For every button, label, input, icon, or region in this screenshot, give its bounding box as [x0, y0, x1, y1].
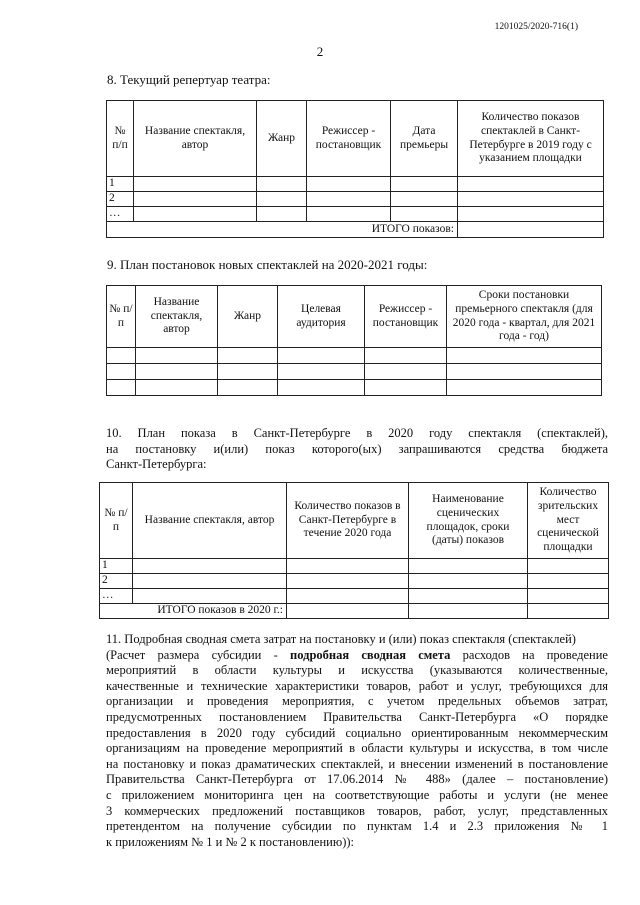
bold-phrase: подробная сводная смета — [290, 647, 451, 662]
total-value — [458, 222, 604, 238]
table-cell — [447, 348, 602, 364]
table-row — [107, 380, 602, 396]
table-cell — [447, 380, 602, 396]
table-cell — [447, 364, 602, 380]
current-repertoire-table — [106, 100, 604, 238]
document-number: 1201025/2020-716(1) — [494, 22, 578, 32]
paragraph-line: 3 коммерческих предложений поставщиков товаров, работ, услуг, представленных — [106, 803, 608, 818]
performance-plan-table — [99, 482, 609, 619]
table-cell — [287, 589, 409, 604]
table-cell: 1 — [107, 177, 134, 192]
table-cell: 2 — [107, 192, 134, 207]
table-cell — [365, 364, 447, 380]
table-cell — [391, 207, 458, 222]
table-row — [107, 364, 602, 380]
total-row — [100, 604, 609, 619]
table-cell — [287, 559, 409, 574]
table-cell: … — [100, 589, 133, 604]
header-cell: Количество зрительских мест сценической площадки — [528, 483, 609, 559]
table-cell — [134, 177, 257, 192]
header-cell: № п/п — [107, 286, 136, 348]
table-cell — [528, 589, 609, 604]
table-cell — [134, 207, 257, 222]
table-row — [107, 348, 602, 364]
table-row — [107, 192, 604, 207]
header-cell: Режиссер - постановщик — [307, 101, 391, 177]
table-cell: 1 — [100, 559, 133, 574]
paragraph-line: Правительства Санкт-Петербурга от 17.06.2014 № 488» (далее – постановление) — [106, 772, 608, 787]
section-8-heading: 8. Текущий репертуар театра: — [107, 72, 271, 87]
paragraph-line: претендентом на получение субсидии по пунктам 1.4 и 2.3 приложения № 1 — [106, 819, 608, 834]
page-number: 2 — [316, 44, 324, 59]
table-cell — [528, 604, 609, 619]
table-cell — [107, 348, 136, 364]
table-cell — [133, 589, 287, 604]
header-cell: Дата премьеры — [391, 101, 458, 177]
paragraph-line: с приложением мониторинга цен на соответствующие работы и услуги (не менее — [106, 787, 608, 802]
table-cell — [391, 177, 458, 192]
table-cell — [458, 177, 604, 192]
table-cell — [218, 364, 278, 380]
header-cell: Жанр — [218, 286, 278, 348]
table-cell — [257, 192, 307, 207]
table-cell — [218, 380, 278, 396]
table-cell — [257, 207, 307, 222]
paragraph-line: организации и проведения мероприятия, с учетом предельных объемов затрат, — [106, 694, 608, 709]
paragraph-line: организациям на проведение мероприятий в области культуры и искусства, в том числе — [106, 741, 608, 756]
header-cell: Наименование сценических площадок, сроки (даты) показов — [409, 483, 528, 559]
line-start: (Расчет размера субсидии - — [106, 647, 291, 662]
table-cell — [307, 192, 391, 207]
table-cell — [218, 348, 278, 364]
table-row — [107, 177, 604, 192]
header-cell: Количество показов в Санкт-Петербурге в течение 2020 года — [287, 483, 409, 559]
total-label: ИТОГО показов: — [107, 222, 458, 238]
total-row — [107, 222, 604, 238]
table-cell — [307, 177, 391, 192]
table-cell — [365, 380, 447, 396]
total-value — [287, 604, 409, 619]
paragraph-line: предоставления в 2020 году субсидий социально ориентированным некоммерческим — [106, 725, 608, 740]
table-row — [100, 574, 609, 589]
table-row — [100, 589, 609, 604]
heading-line: 10. План показа в Санкт-Петербурге в 2020 году спектакля (спектаклей), — [106, 426, 608, 440]
paragraph-line: мероприятий в области культуры и искусства (указываются количественные, — [106, 663, 608, 678]
table-cell — [365, 348, 447, 364]
table-cell: 2 — [100, 574, 133, 589]
header-cell: Название спектакля, автор — [134, 101, 257, 177]
header-cell: Сроки постановки премьерного спектакля (для 2020 года - квартал, для 2021 года - год) — [447, 286, 602, 348]
heading-line: Санкт-Петербурга: — [106, 457, 207, 472]
table-row — [100, 559, 609, 574]
paragraph-line: к приложениям № 1 и № 2 к постановлению)): — [106, 834, 354, 849]
total-label: ИТОГО показов в 2020 г.: — [100, 604, 287, 619]
paragraph-line: предусмотренных постановлением Правительства Санкт-Петербурга «О порядке — [106, 709, 608, 724]
table-cell — [257, 177, 307, 192]
table-row — [107, 207, 604, 222]
section-10-heading — [106, 426, 608, 473]
table-cell — [409, 589, 528, 604]
table-cell — [391, 192, 458, 207]
new-productions-table — [106, 285, 602, 396]
heading-line: на постановку и(или) показ которого(ых) запрашиваются средства бюджета — [106, 441, 608, 456]
header-cell: Количество показов спектаклей в Санкт- Петербурге в 2019 году с указанием площадки — [458, 101, 604, 177]
table-cell — [409, 559, 528, 574]
table-cell — [528, 559, 609, 574]
header-cell: Режиссер - постановщик — [365, 286, 447, 348]
table-cell — [307, 207, 391, 222]
header-cell: № п/п — [100, 483, 133, 559]
line-end: расходов на проведение — [450, 647, 608, 662]
table-cell — [278, 348, 365, 364]
table-cell — [409, 604, 528, 619]
table-cell: … — [107, 207, 134, 222]
table-cell — [136, 348, 218, 364]
header-cell: Название спектакля, автор — [133, 483, 287, 559]
table-cell — [133, 574, 287, 589]
section-9-heading: 9. План постановок новых спектаклей на 2020-2021 годы: — [107, 257, 428, 272]
table-cell — [287, 574, 409, 589]
header-cell: № п/п — [107, 101, 134, 177]
table-cell — [107, 380, 136, 396]
table-cell — [278, 380, 365, 396]
section-11-paragraph — [106, 632, 608, 850]
header-cell: Целевая аудитория — [278, 286, 365, 348]
table-cell — [458, 207, 604, 222]
table-cell — [133, 559, 287, 574]
paragraph-line — [106, 648, 608, 664]
table-cell — [107, 364, 136, 380]
table-cell — [528, 574, 609, 589]
paragraph-line: 11. Подробная сводная смета затрат на постановку и (или) показ спектакля (спектаклей) — [106, 632, 576, 646]
header-cell: Название спектакля, автор — [136, 286, 218, 348]
paragraph-line: качественные и технические характеристики товаров, работ и услуг, требующихся для — [106, 678, 608, 693]
table-cell — [278, 364, 365, 380]
table-cell — [134, 192, 257, 207]
table-cell — [136, 364, 218, 380]
paragraph-line: на постановку и показ драматических спектаклей, и внесении изменений в постановление — [106, 756, 608, 771]
header-cell: Жанр — [257, 101, 307, 177]
table-cell — [458, 192, 604, 207]
table-cell — [136, 380, 218, 396]
table-cell — [409, 574, 528, 589]
